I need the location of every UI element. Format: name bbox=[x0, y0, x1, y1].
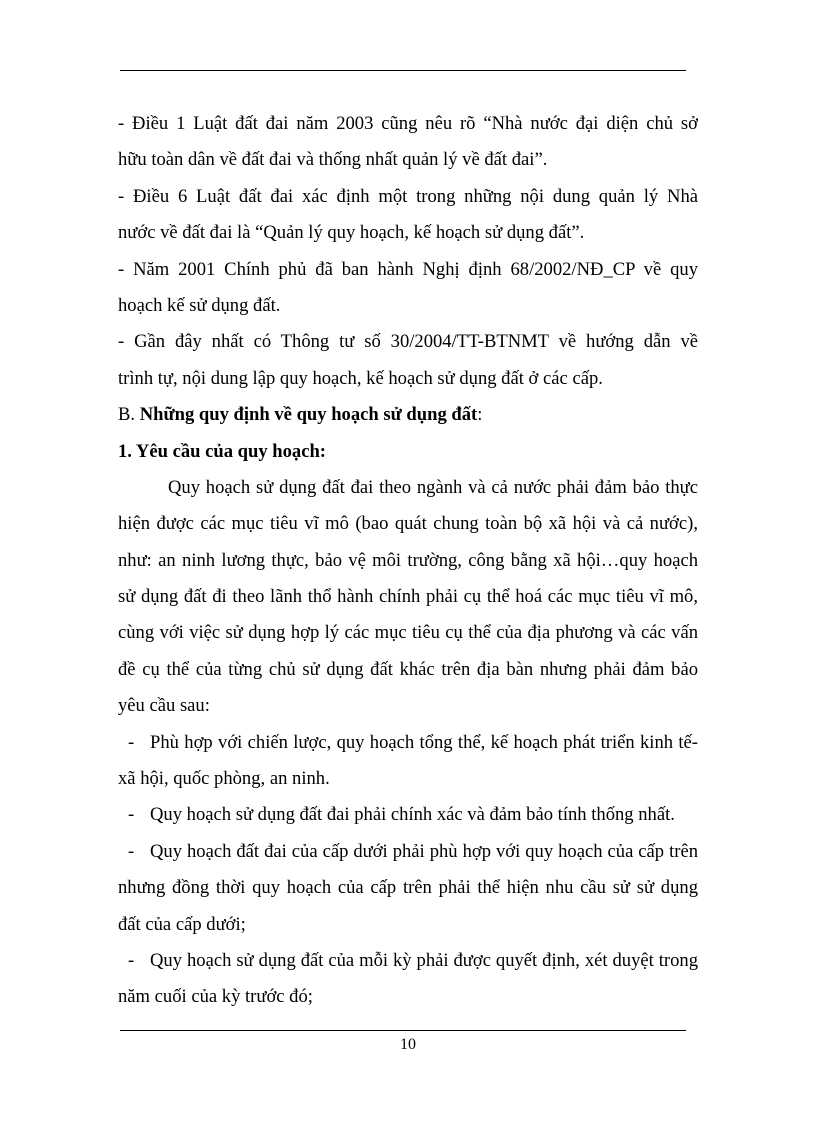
bullet-dash: - bbox=[128, 804, 135, 826]
bullet-continuation: đất của cấp dưới; bbox=[118, 913, 246, 935]
paragraph-line: hiện được các mục tiêu vĩ mô (bao quát chung toàn bộ xã hội và cả nước), bbox=[118, 513, 698, 535]
header-rule bbox=[120, 70, 686, 71]
paragraph-line: sử dụng đất đi theo lãnh thổ hành chính phải cụ thể hoá các mục tiêu vĩ mô, bbox=[118, 586, 698, 608]
bullet-line bbox=[118, 797, 698, 833]
paragraph-line: yêu cầu sau: bbox=[118, 695, 210, 717]
bullet-continuation: năm cuối của kỳ trước đó; bbox=[118, 986, 313, 1008]
text-line: hữu toàn dân về đất đai và thống nhất quản lý về đất đai”. bbox=[118, 149, 548, 171]
text-line: - Điều 1 Luật đất đai năm 2003 cũng nêu rõ “Nhà nước đại diện chủ sở bbox=[118, 113, 698, 134]
document-body bbox=[118, 106, 698, 1016]
page-number: 10 bbox=[400, 1036, 416, 1053]
bullet-text: Quy hoạch sử dụng đất của mỗi kỳ phải được quyết định, xét duyệt trong bbox=[150, 949, 698, 971]
bullet-text: Quy hoạch sử dụng đất đai phải chính xác và đảm bảo tính thống nhất. bbox=[150, 804, 675, 826]
bullet-dash: - bbox=[128, 731, 135, 753]
text-line: nước về đất đai là “Quản lý quy hoạch, kế hoạch sử dụng đất”. bbox=[118, 222, 585, 244]
heading-requirements: 1. Yêu cầu của quy hoạch: bbox=[118, 440, 326, 462]
bullet-line bbox=[118, 725, 698, 761]
bullet-line bbox=[118, 834, 698, 870]
bullet-continuation: xã hội, quốc phòng, an ninh. bbox=[118, 768, 330, 790]
bullet-dash: - bbox=[128, 949, 135, 971]
paragraph-line: như: an ninh lương thực, bảo vệ môi trường, công bằng xã hội…quy hoạch bbox=[118, 549, 698, 571]
text-line: trình tự, nội dung lập quy hoạch, kế hoạch sử dụng đất ở các cấp. bbox=[118, 367, 603, 389]
text-line: hoạch kế sử dụng đất. bbox=[118, 294, 281, 316]
paragraph-line: cùng với việc sử dụng hợp lý các mục tiêu cụ thể của địa phương và các vấn bbox=[118, 622, 698, 644]
bullet-line bbox=[118, 943, 698, 979]
text-line: - Năm 2001 Chính phủ đã ban hành Nghị định 68/2002/NĐ_CP về quy bbox=[118, 258, 698, 280]
text-line: - Gần đây nhất có Thông tư số 30/2004/TT-BTNMT về hướng dẫn về bbox=[118, 331, 698, 353]
section-b-suffix: : bbox=[477, 404, 483, 426]
bullet-text: Phù hợp với chiến lược, quy hoạch tổng thể, kế hoạch phát triển kinh tế- bbox=[150, 731, 698, 753]
paragraph-line: đề cụ thể của từng chủ sử dụng đất khác trên địa bàn nhưng phải đảm bảo bbox=[118, 658, 698, 680]
bullet-dash: - bbox=[128, 840, 135, 862]
section-b-title: Những quy định về quy hoạch sử dụng đất bbox=[139, 404, 478, 426]
footer-rule bbox=[120, 1030, 686, 1031]
section-b-prefix: B. bbox=[118, 404, 140, 426]
text-line: - Điều 6 Luật đất đai xác định một trong những nội dung quản lý Nhà bbox=[118, 185, 698, 207]
section-b-heading bbox=[118, 397, 698, 433]
bullet-text: Quy hoạch đất đai của cấp dưới phải phù hợp với quy hoạch của cấp trên bbox=[150, 840, 698, 862]
bullet-continuation: nhưng đồng thời quy hoạch của cấp trên phải thể hiện nhu cầu sử sử dụng bbox=[118, 877, 698, 899]
paragraph-line: Quy hoạch sử dụng đất đai theo ngành và cả nước phải đảm bảo thực bbox=[168, 476, 698, 498]
